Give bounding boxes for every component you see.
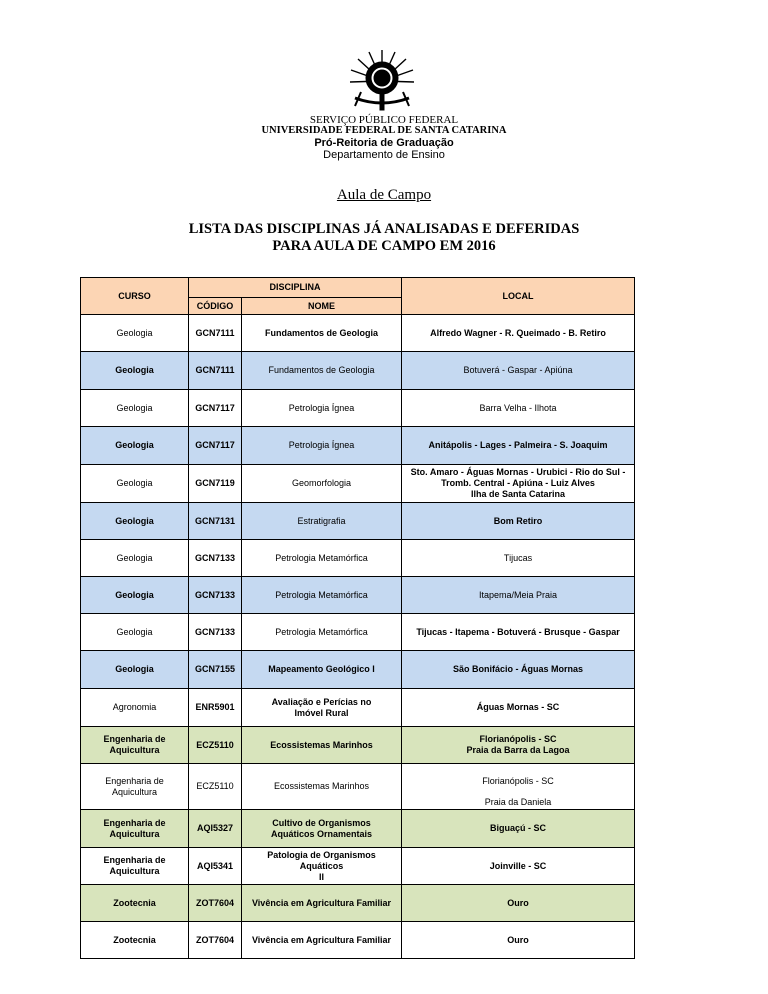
header-codigo: CÓDIGO <box>189 298 242 315</box>
table-row <box>81 764 635 810</box>
cell-local: Ouro <box>402 885 635 922</box>
header-department: Departamento de Ensino <box>323 149 445 161</box>
cell-codigo: GCN7155 <box>189 651 242 689</box>
cell-curso: Geologia <box>81 614 189 651</box>
cell-curso: Geologia <box>81 315 189 352</box>
curso-line-2: Aquicultura <box>109 745 160 755</box>
nome-line-1: Patologia de Organismos Aquáticos <box>267 849 376 871</box>
cell-local: Tijucas - Itapema - Botuverá - Brusque - Gaspar <box>402 614 635 651</box>
cell-nome: Vivência em Agricultura Familiar <box>242 922 402 959</box>
cell-curso: Agronomia <box>81 689 189 727</box>
cell-nome: Petrologia Metamórfica <box>242 614 402 651</box>
cell-nome: Petrologia Ígnea <box>242 427 402 465</box>
table-row <box>81 922 635 959</box>
nome-line-2: Aquáticos Ornamentais <box>270 828 373 839</box>
document-title: Aula de Campo <box>336 187 432 203</box>
table-row <box>81 465 635 503</box>
cell-curso: Geologia <box>81 577 189 614</box>
cell-curso: Geologia <box>81 503 189 540</box>
cell-nome: Ecossistemas Marinhos <box>242 727 402 764</box>
header-curso: CURSO <box>81 278 189 315</box>
header-local: LOCAL <box>402 278 635 315</box>
table-row <box>81 427 635 465</box>
local-line-2: Praia da Daniela <box>484 797 552 807</box>
nome-line-1: Avaliação e Perícias no <box>271 696 372 707</box>
cell-codigo: AQI5327 <box>189 810 242 848</box>
cell-codigo: GCN7117 <box>189 390 242 427</box>
list-title-line-1: LISTA DAS DISCIPLINAS JÁ ANALISADAS E DEFERIDAS <box>188 221 580 237</box>
local-line-1: Sto. Amaro - Águas Mornas - Urubici - Rio do Sul - <box>410 467 626 477</box>
cell-nome <box>242 848 402 885</box>
cell-curso: Zootecnia <box>81 922 189 959</box>
cell-codigo: GCN7133 <box>189 540 242 577</box>
curso-line-1: Engenharia de <box>103 734 166 744</box>
list-title <box>0 221 768 255</box>
table-row <box>81 503 635 540</box>
cell-codigo: GCN7117 <box>189 427 242 465</box>
local-line-2: Tromb. Central - Apiúna - Luiz Alves <box>441 478 595 488</box>
cell-nome: Geomorfologia <box>242 465 402 503</box>
cell-local: Ouro <box>402 922 635 959</box>
curso-line-2: Aquicultura <box>109 866 160 876</box>
nome-line-2: II <box>319 871 325 882</box>
cell-local <box>402 727 635 764</box>
table-row <box>81 848 635 885</box>
header-pro-rectory: Pró-Reitoria de Graduação <box>314 137 454 149</box>
cell-curso: Zootecnia <box>81 885 189 922</box>
table-row <box>81 689 635 727</box>
curso-line-1: Engenharia de <box>103 855 166 865</box>
cell-local: São Bonifácio - Águas Mornas <box>402 651 635 689</box>
header-university: UNIVERSIDADE FEDERAL DE SANTA CATARINA <box>261 125 507 136</box>
cell-curso <box>81 764 189 810</box>
header-nome: NOME <box>242 298 402 315</box>
cell-curso: Geologia <box>81 540 189 577</box>
cell-local: Biguaçú - SC <box>402 810 635 848</box>
cell-curso: Geologia <box>81 352 189 390</box>
curso-line-2: Aquicultura <box>109 828 160 839</box>
cell-nome <box>242 810 402 848</box>
cell-nome: Fundamentos de Geologia <box>242 315 402 352</box>
curso-line-1: Engenharia de <box>103 817 166 828</box>
cell-nome: Vivência em Agricultura Familiar <box>242 885 402 922</box>
cell-local: Águas Mornas - SC <box>402 689 635 727</box>
header-disciplina: DISCIPLINA <box>189 278 402 298</box>
cell-local: Botuverá - Gaspar - Apiúna <box>402 352 635 390</box>
local-line-1: Florianópolis - SC <box>479 734 557 744</box>
table-row <box>81 315 635 352</box>
table-row <box>81 651 635 689</box>
cell-codigo: GCN7111 <box>189 352 242 390</box>
cell-curso: Geologia <box>81 651 189 689</box>
brazil-coat-of-arms-icon <box>347 48 417 114</box>
table-row <box>81 390 635 427</box>
cell-codigo: GCN7111 <box>189 315 242 352</box>
cell-curso: Geologia <box>81 427 189 465</box>
table-row <box>81 540 635 577</box>
cell-nome: Ecossistemas Marinhos <box>242 764 402 810</box>
disciplines-table <box>80 277 635 959</box>
local-line-2: Praia da Barra da Lagoa <box>466 745 570 755</box>
cell-local: Anitápolis - Lages - Palmeira - S. Joaquim <box>402 427 635 465</box>
cell-local: Barra Velha - Ilhota <box>402 390 635 427</box>
curso-line-2: Aquicultura <box>111 786 158 797</box>
cell-nome: Petrologia Metamórfica <box>242 577 402 614</box>
table-row <box>81 614 635 651</box>
cell-codigo: GCN7131 <box>189 503 242 540</box>
cell-curso <box>81 810 189 848</box>
cell-nome: Fundamentos de Geologia <box>242 352 402 390</box>
cell-codigo: GCN7133 <box>189 614 242 651</box>
curso-line-1: Engenharia de <box>105 775 164 786</box>
cell-nome: Estratigrafia <box>242 503 402 540</box>
table-row <box>81 352 635 390</box>
cell-codigo: ZOT7604 <box>189 885 242 922</box>
local-line-1: Florianópolis - SC <box>482 776 554 786</box>
cell-local: Joinville - SC <box>402 848 635 885</box>
cell-curso: Geologia <box>81 465 189 503</box>
cell-local <box>402 764 635 810</box>
table-row <box>81 810 635 848</box>
cell-codigo: GCN7119 <box>189 465 242 503</box>
cell-codigo: ZOT7604 <box>189 922 242 959</box>
list-title-line-2: PARA AULA DE CAMPO EM 2016 <box>272 238 496 254</box>
cell-local: Alfredo Wagner - R. Queimado - B. Retiro <box>402 315 635 352</box>
cell-curso <box>81 727 189 764</box>
cell-local: Bom Retiro <box>402 503 635 540</box>
cell-local: Tijucas <box>402 540 635 577</box>
local-line-3: Ilha de Santa Catarina <box>471 489 566 499</box>
cell-codigo: GCN7133 <box>189 577 242 614</box>
cell-curso <box>81 848 189 885</box>
nome-line-1: Cultivo de Organismos <box>272 817 371 828</box>
cell-nome: Mapeamento Geológico I <box>242 651 402 689</box>
table-row <box>81 577 635 614</box>
table-row <box>81 727 635 764</box>
cell-curso: Geologia <box>81 390 189 427</box>
cell-local: Itapema/Meia Praia <box>402 577 635 614</box>
cell-local <box>402 465 635 503</box>
nome-line-2: Imóvel Rural <box>294 707 349 718</box>
cell-codigo: AQI5341 <box>189 848 242 885</box>
cell-nome <box>242 689 402 727</box>
table-row <box>81 885 635 922</box>
cell-nome: Petrologia Metamórfica <box>242 540 402 577</box>
cell-nome: Petrologia Ígnea <box>242 390 402 427</box>
cell-codigo: ECZ5110 <box>189 764 242 810</box>
cell-codigo: ENR5901 <box>189 689 242 727</box>
cell-codigo: ECZ5110 <box>189 727 242 764</box>
header-service: SERVIÇO PÚBLICO FEDERAL <box>309 114 459 126</box>
